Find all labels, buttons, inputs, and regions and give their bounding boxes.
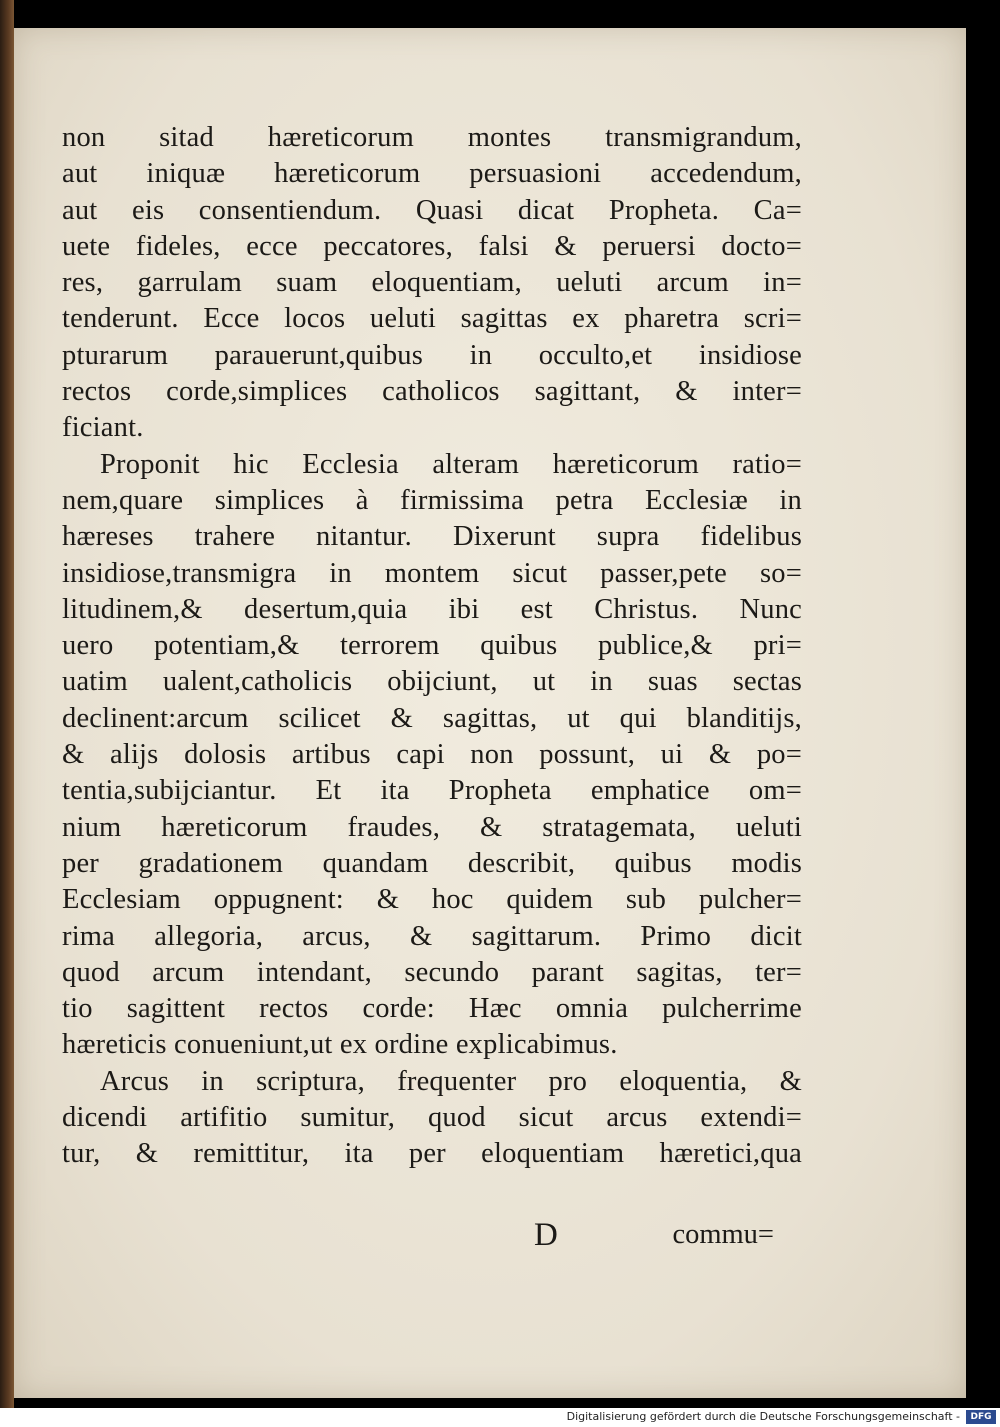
text-line: aut eis consentiendum. Quasi dicat Propheta. Ca= — [62, 194, 802, 226]
text-line: quod arcum intendant, secundo parant sagitas, ter= — [62, 956, 802, 988]
text-line: nium hæreticorum fraudes, & stratagemata, ueluti — [62, 811, 802, 843]
text-line: Proponit hic Ecclesia alteram hæreticorum ratio= — [100, 448, 802, 480]
text-line: uero potentiam,& terrorem quibus publice,& pri= — [62, 630, 802, 662]
book-page — [14, 28, 966, 1398]
text-line: uatim ualent,catholicis obijciunt, ut in suas sectas — [62, 666, 802, 698]
text-line: Ecclesiam oppugnent: & hoc quidem sub pulcher= — [62, 884, 802, 916]
text-line: ficiant. — [62, 412, 144, 444]
signature-mark: D — [534, 1217, 558, 1253]
page-text — [62, 120, 802, 1173]
text-line: aut iniquæ hæreticorum persuasioni accedendum, — [62, 158, 802, 190]
text-line: pturarum parauerunt,quibus in occulto,et insidiose — [62, 339, 802, 371]
text-line: insidiose,transmigra in montem sicut passer,pete so= — [62, 557, 802, 589]
digitization-footer — [0, 1408, 1000, 1427]
text-line: tur, & remittitur, ita per eloquentiam hæretici,qua — [62, 1138, 802, 1170]
text-line: tio sagittent rectos corde: Hæc omnia pulcherrime — [62, 993, 802, 1025]
text-line: tenderunt. Ecce locos ueluti sagittas ex pharetra scri= — [62, 303, 802, 335]
text-line: per gradationem quandam describit, quibus modis — [62, 847, 802, 879]
text-line: hæreticis conueniunt,ut ex ordine explicabimus. — [62, 1029, 618, 1061]
text-line: res, garrulam suam eloquentiam, ueluti arcum in= — [62, 267, 802, 299]
dfg-logo: DFG — [966, 1410, 996, 1424]
text-line: nem,quare simplices à firmissima petra Ecclesiæ in — [62, 484, 802, 516]
catchword: commu= — [672, 1219, 774, 1250]
text-line: rectos corde,simplices catholicos sagittant, & inter= — [62, 376, 802, 408]
text-line: declinent:arcum scilicet & sagittas, ut qui blanditijs, — [62, 702, 802, 734]
text-line: & alijs dolosis artibus capi non possunt, ui & po= — [62, 739, 802, 771]
text-line: litudinem,& desertum,quia ibi est Christus. Nunc — [62, 593, 802, 625]
signature-row — [534, 1217, 774, 1255]
book-edge — [0, 0, 14, 1410]
text-line: rima allegoria, arcus, & sagittarum. Primo dicit — [62, 920, 802, 952]
text-line: Arcus in scriptura, frequenter pro eloquentia, & — [100, 1065, 802, 1097]
text-line: tentia,subijciantur. Et ita Propheta emphatice om= — [62, 775, 802, 807]
text-line: non sitad hæreticorum montes transmigrandum, — [62, 122, 802, 153]
text-line: dicendi artifitio sumitur, quod sicut arcus extendi= — [62, 1102, 802, 1134]
text-line: hæreses trahere nitantur. Dixerunt supra fidelibus — [62, 521, 802, 553]
funding-credit: Digitalisierung gefördert durch die Deutsche Forschungsgemeinschaft - — [566, 1410, 960, 1423]
text-line: uete fideles, ecce peccatores, falsi & peruersi docto= — [62, 230, 802, 262]
